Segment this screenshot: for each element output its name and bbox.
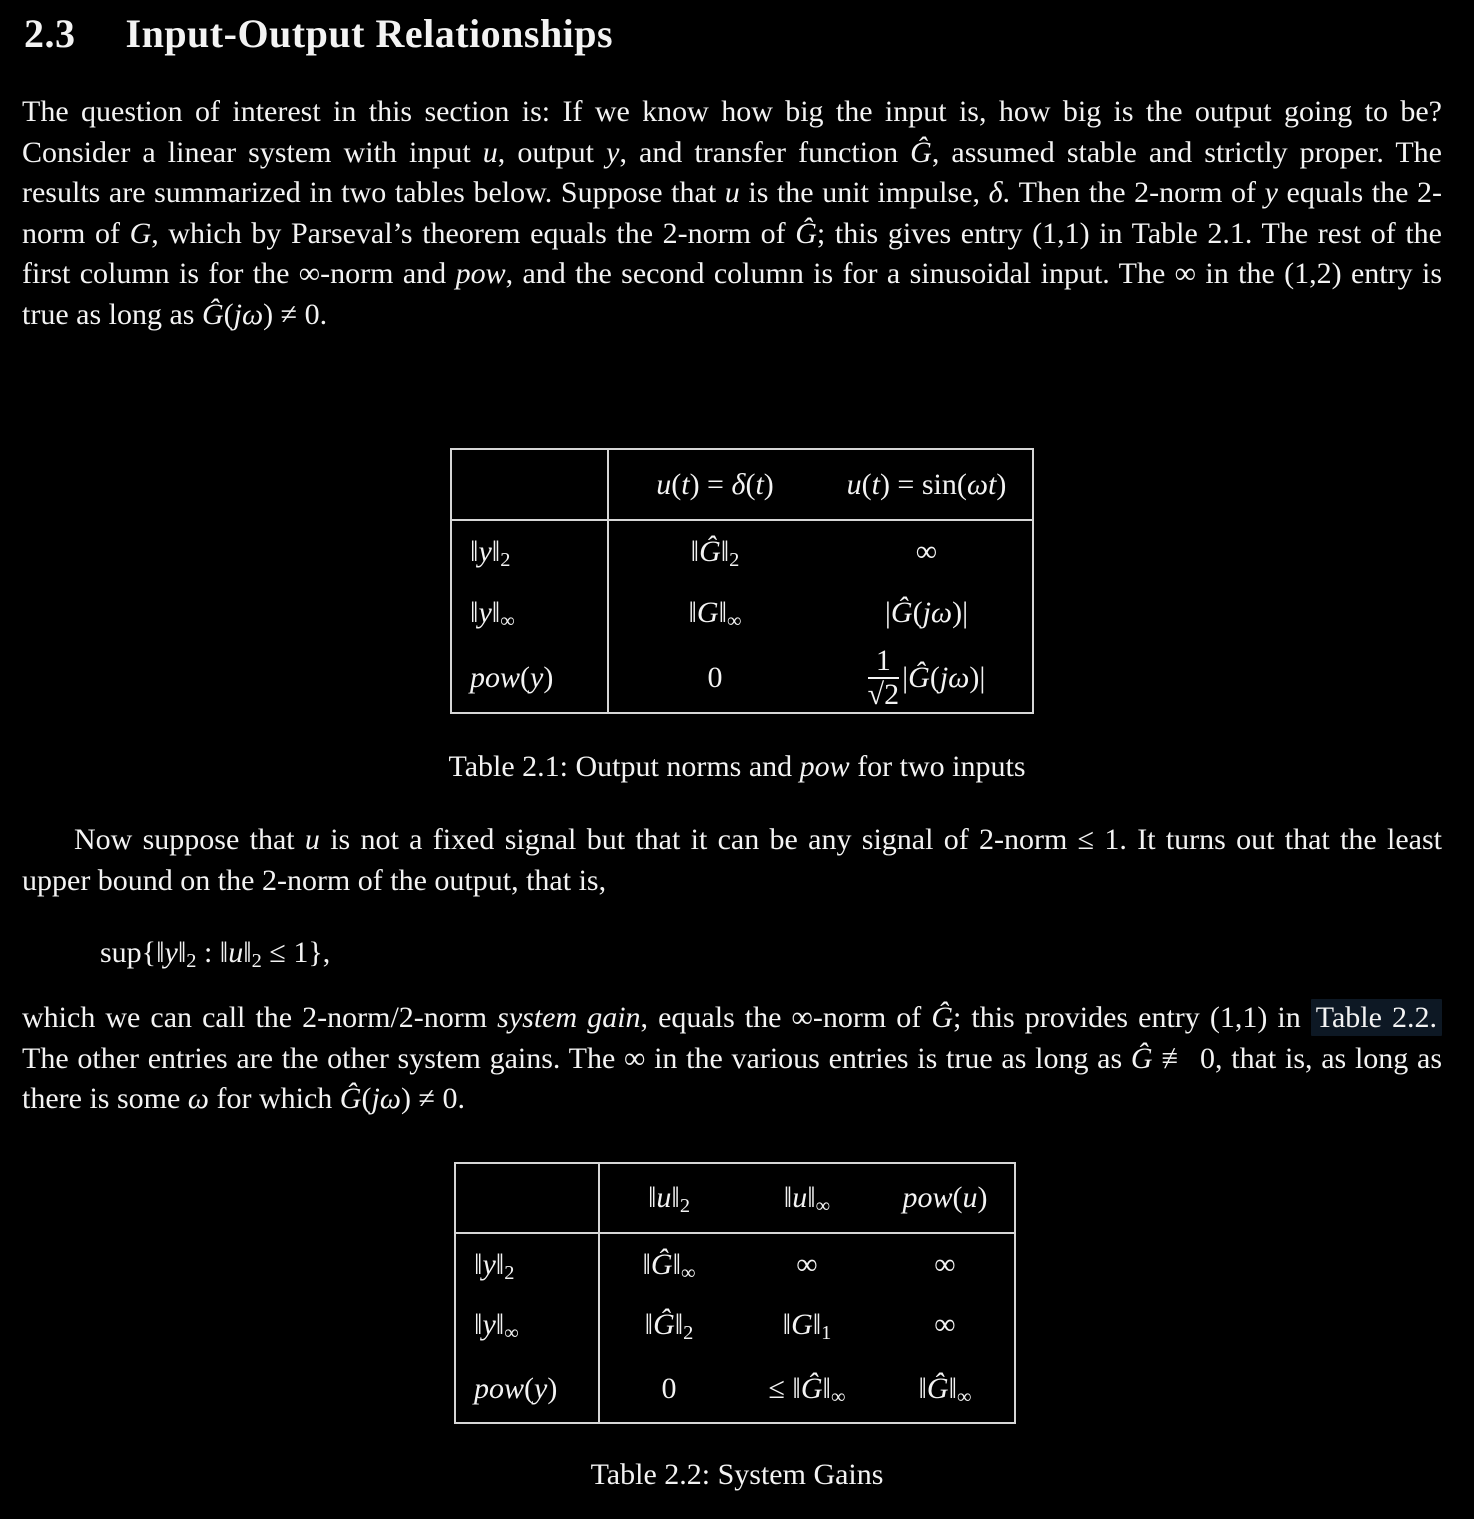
paragraph-system-gain: which we can call the 2-norm/2-norm system gain, equals the ∞-norm of Ĝ; this provides entry (1,1) in Table 2.2. The other entries are the other system gains. The ∞ in the various entries is true as long as Ĝ ≢ 0, that is, as long as there is some ω for which Ĝ(jω) ≠ 0. <box>22 1001 1442 1116</box>
table-row <box>455 1233 1015 1295</box>
table-2-2-label-pow: pow(y) <box>455 1355 599 1423</box>
table-2-2-label-y2: $‖y‖_2$ <box>455 1233 599 1295</box>
fraction-numerator: 1 <box>868 645 899 679</box>
table-2-2-label-yinf: $‖y‖_\infty$ <box>455 1295 599 1355</box>
table-2-1-cell-yinf-impulse: $‖G‖_\infty$ <box>688 596 742 633</box>
table-2-2-cell-yinf-powu: ∞ <box>934 1308 956 1341</box>
sup-equation: $sup\{‖y‖_2$ : $‖u‖_2 \le 1$}, <box>100 936 331 973</box>
table-2-2-header-row <box>455 1163 1015 1233</box>
table-2-1-header-impulse: u(t) = δ(t) <box>608 449 821 520</box>
table-2-1-corner-cell <box>451 449 608 520</box>
fraction-denominator: √2 <box>867 678 900 711</box>
table-2-2-cell-pow-uinf: ≤ $‖Ĝ‖_\infty$ <box>768 1371 846 1408</box>
table-2-2-caption: Table 2.2: System Gains <box>590 1458 884 1491</box>
table-2-2-cell-yinf-uinf: $‖G‖_1$ <box>782 1308 832 1345</box>
table-2-1-caption: Table 2.1: Output norms and pow for two inputs <box>448 750 1026 783</box>
table-2-1-label-y2: $‖y‖_2$ <box>451 520 608 582</box>
table-row <box>451 644 1033 713</box>
table-2-1-header-sine: u(t) = sin(ωt) <box>821 449 1033 520</box>
table-2-1 <box>450 448 1034 714</box>
table-2-2-header-u2: $‖u‖_2$ <box>599 1163 738 1233</box>
table-2-2-cell-pow-powu: $‖Ĝ‖_\infty$ <box>918 1371 972 1408</box>
fraction-one-over-sqrt2 <box>868 645 899 711</box>
table-2-2 <box>454 1162 1016 1424</box>
paragraph-now-suppose: Now suppose that u is not a fixed signal but that it can be any signal of 2-norm ≤ 1. It turns out that the least upper bound on the 2-norm of the output, that is, <box>22 823 1443 897</box>
table-2-1-label-pow: pow(y) <box>451 644 608 713</box>
table-2-1-cell-yinf-sine: |Ĝ(jω)| <box>884 596 969 629</box>
table-2-2-grid <box>454 1162 1016 1424</box>
table-2-1-cell-pow-sine <box>821 644 1033 713</box>
table-2-1-cell-pow-impulse: 0 <box>707 661 723 694</box>
table-2-2-cell-y2-uinf: ∞ <box>796 1247 818 1281</box>
fraction-suffix: |Ĝ(jω)| <box>902 661 986 694</box>
table-2-2-header-powu: pow(u) <box>876 1163 1015 1233</box>
table-row <box>451 582 1033 644</box>
table-2-2-corner-cell <box>455 1163 599 1233</box>
table-row <box>455 1295 1015 1355</box>
table-2-1-cell-y2-impulse: $‖Ĝ‖_2$ <box>690 534 740 571</box>
section-number: 2.3 <box>24 11 76 56</box>
paragraph-intro: The question of interest in this section is: If we know how big the input is, how big is the output going to be? Consider a linear system with input u, output y, and transfer function Ĝ, assumed stable and strictly proper. The results are summarized in two tables below. Suppose that u is the unit impulse, δ. Then the 2-norm of y equals the 2-norm of G, which by Parseval’s theorem equals the 2-norm of Ĝ; this gives entry (1,1) in Table 2.1. The rest of the first column is for the ∞-norm and pow, and the second column is for a sinusoidal input. The ∞ in the (1,2) entry is true as long as Ĝ(jω) ≠ 0. <box>22 95 1443 331</box>
table-2-1-grid <box>450 448 1034 714</box>
section-title: Input-Output Relationships <box>125 11 614 56</box>
table-2-2-header-uinf: $‖u‖_\infty$ <box>738 1163 876 1233</box>
table-2-1-cell-y2-sine: ∞ <box>915 534 938 568</box>
table-2-2-cell-yinf-u2: $‖Ĝ‖_2$ <box>644 1308 694 1345</box>
table-2-2-cell-y2-powu: ∞ <box>934 1247 956 1281</box>
table-2-2-cell-y2-u2: $‖Ĝ‖_\infty$ <box>642 1247 696 1284</box>
section-heading <box>24 10 613 57</box>
table-2-2-cell-pow-u2: 0 <box>661 1371 677 1405</box>
table-2-1-label-yinf: $‖y‖_\infty$ <box>451 582 608 644</box>
table-row <box>451 520 1033 582</box>
table-row <box>455 1355 1015 1423</box>
crossref-link[interactable]: Table 2.2. <box>1311 999 1442 1036</box>
table-2-1-header-row <box>451 449 1033 520</box>
